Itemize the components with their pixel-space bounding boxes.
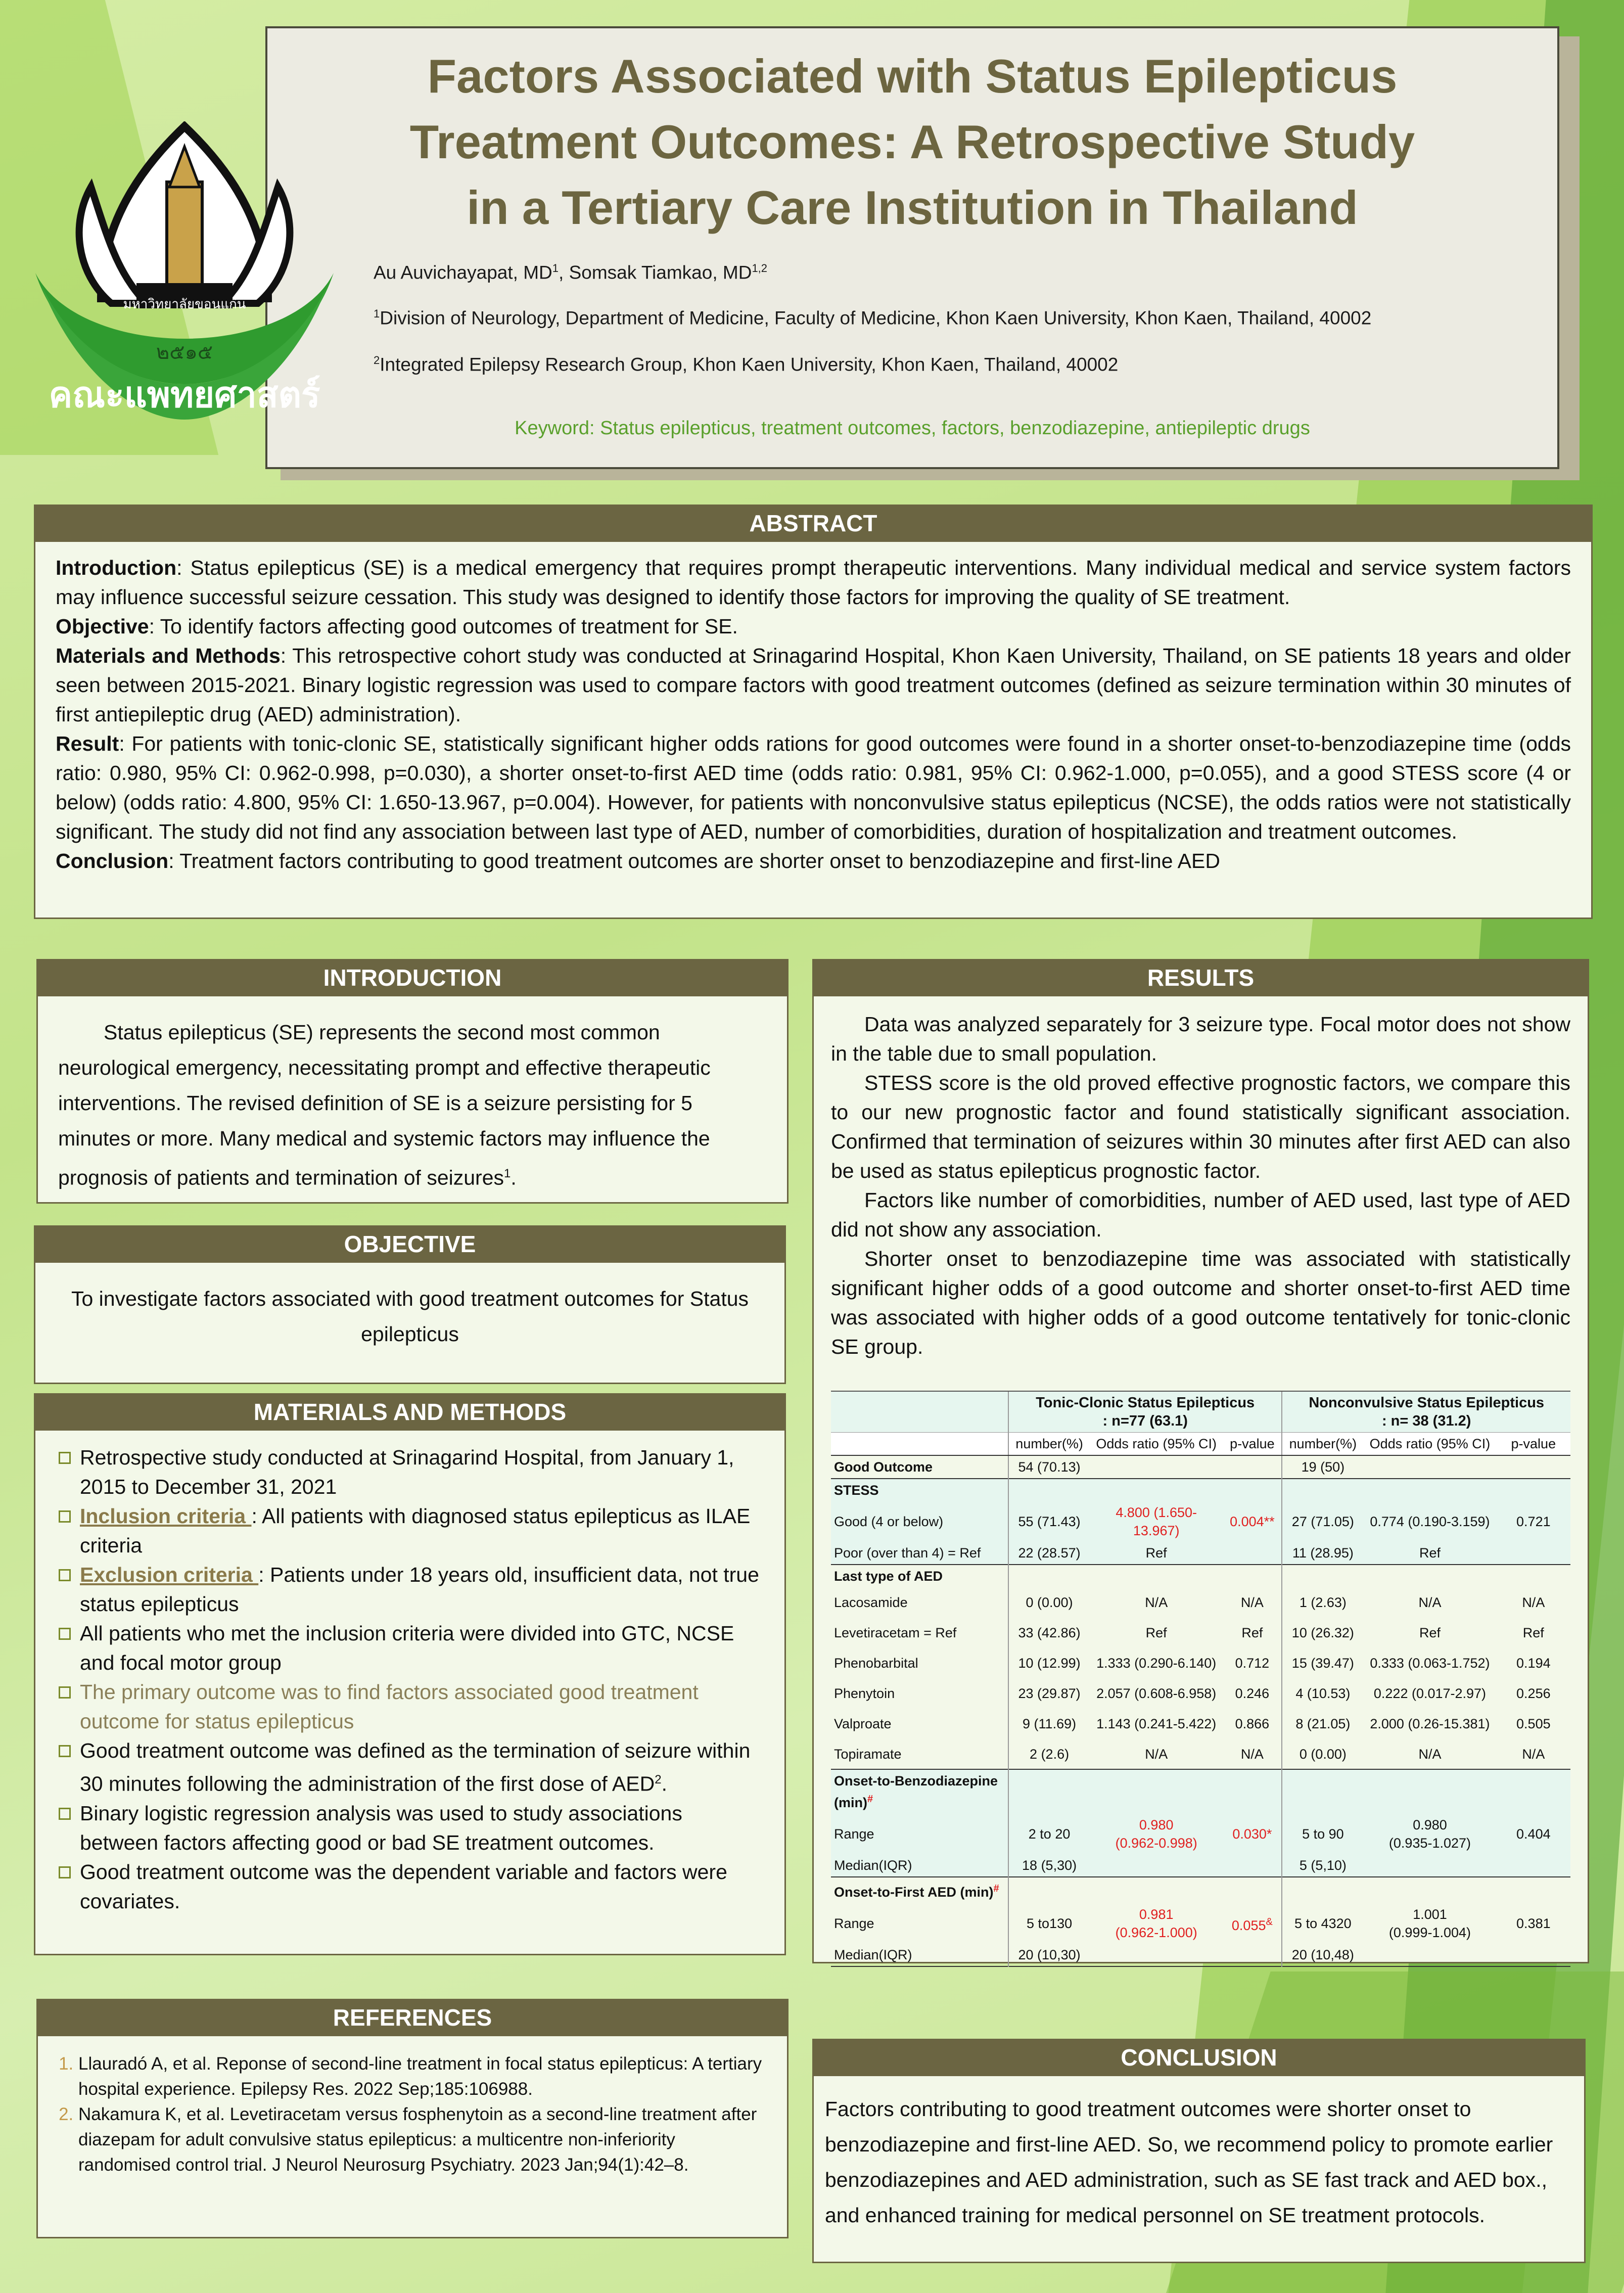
results-section (812, 959, 1589, 1963)
faculty-seal-logo (30, 121, 339, 435)
abstract-section (34, 505, 1593, 919)
keywords: Keyword: Status epilepticus, treatment outcomes, factors, benzodiazepine, antiepileptic drugs (515, 418, 1310, 439)
poster-title: Factors Associated with Status Epilepticus Treatment Outcomes: A Retrospective Study in a Tertiary Care Institution in Thailand (409, 50, 1415, 234)
table-row: Good Outcome 54 (70.13) 19 (50) (831, 1455, 1570, 1479)
table-row: Onset-to-Benzodiazepine (min)# (831, 1769, 1570, 1814)
results-table: Tonic-Clonic Status Epilepticus : n=77 (63.1) Nonconvulsive Status Epilepticus : n= 38 (31.2) number(%) Odds ratio (95% CI) p-value number(%) Odds ratio (95% CI) p-value Good Outcome 54 (70.13) 19 (50) STESS Good (4 or below) 55 (71.43) 4.800 (1.650-13.967) 0.004** 27 (71.05) 0.774 (0.190-3.159) 0.721 Poor (over than 4) = Ref 22 (28.57) Ref 11 (28.95) Ref Last type of AED Lacosamide 0 (0.00) N/A N/A 1 (2.63) N/A N/A Levetiracetam = Ref 33 (42.86) Ref Ref 10 (26.32) Ref Ref Phenobarbital 10 (12.99) 1.333 (0.290-6.140) 0.712 15 (39.47) 0.333 (0.063-1.752) 0.194 Phenytoin 23 (29.87) 2.057 (0.608-6.958) 0.246 4 (10.53) 0.222 (0.017-2.97) 0.256 Valproate 9 (11.69) 1.143 (0.241-5.422) 0.866 8 (21.05) 2.000 (0.26-15.381) 0.505 Topiramate 2 (2.6) N/A N/A 0 (0.00) N/A N/A Onset-to-Benzodiazepine (min)# Range 2 to 20 0.980 (0.962-0.998) 0.030* 5 to 90 0.980 (0.935-1.027) 0.404 Median(IQR) 18 (5,30) 5 (5,10) Onset-to-First AED (min)# Range 5 to130 0.981 (0.962-1.000) 0.055& 5 to 4320 1.001 (0.999-1.004) 0.381 Median(IQR) 20 (10,30) 20 (10,48) (831, 1391, 1570, 1967)
checkbox-bullet-icon (59, 1452, 71, 1464)
list-item: Binary logistic regression analysis was used to study associations between factors affecting good or bad SE treatment outcomes. (56, 1799, 764, 1857)
checkbox-bullet-icon (59, 1510, 71, 1523)
checkbox-bullet-icon (59, 1808, 71, 1820)
svg-text:มหาวิทยาลัยขอนแก่น: มหาวิทยาลัยขอนแก่น (123, 297, 246, 312)
svg-text:๒๕๑๕: ๒๕๑๕ (156, 341, 213, 364)
checkbox-bullet-icon (59, 1686, 71, 1699)
table-row: Phenytoin 23 (29.87) 2.057 (0.608-6.958) 0.246 4 (10.53) 0.222 (0.017-2.97) 0.256 (831, 1678, 1570, 1709)
table-row: Valproate 9 (11.69) 1.143 (0.241-5.422) 0.866 8 (21.05) 2.000 (0.26-15.381) 0.505 (831, 1709, 1570, 1739)
objective-body: To investigate factors associated with good treatment outcomes for Status epilepticus (34, 1263, 786, 1384)
table-row: Levetiracetam = Ref 33 (42.86) Ref Ref 10 (26.32) Ref Ref (831, 1618, 1570, 1648)
affiliation-2: $^2$Integrated Epilepsy Research Group, Khon Kaen University, Khon Kaen, Thailand, 40002 (374, 354, 1119, 375)
checkbox-bullet-icon (59, 1866, 71, 1878)
table-row: Median(IQR) 20 (10,30) 20 (10,48) (831, 1944, 1570, 1966)
table-row: Lacosamide 0 (0.00) N/A N/A 1 (2.63) N/A N/A (831, 1587, 1570, 1618)
list-item: Exclusion criteria : Patients under 18 years old, insufficient data, not true status epilepticus (56, 1560, 764, 1619)
objective-heading: OBJECTIVE (34, 1225, 786, 1263)
introduction-heading: INTRODUCTION (36, 959, 788, 996)
references-section (36, 1999, 788, 2238)
checkbox-bullet-icon (59, 1628, 71, 1640)
affiliation-1: $^1$Division of Neurology, Department of Medicine, Faculty of Medicine, Khon Kaen University, Khon Kaen, Thailand, 40002 (374, 307, 1372, 329)
results-heading: RESULTS (812, 959, 1589, 996)
references-heading: REFERENCES (36, 1999, 788, 2036)
author-list: Au Auvichayapat, $MD^1$, Somsak Tiamkao, MD$^{1,2}$ (374, 262, 768, 283)
svg-text:คณะแพทยศาสตร์: คณะแพทยศาสตร์ (49, 374, 320, 416)
table-header-nonconvulsive: Nonconvulsive Status Epilepticus : n= 38 (31.2) (1282, 1391, 1570, 1433)
checkbox-bullet-icon (59, 1569, 71, 1581)
results-body: Data was analyzed separately for 3 seizure type. Focal motor does not show in the table due to small population. STESS score is the old proved effective prognostic factors, we compare this to our new prognostic factor and found statistically significant association. Confirmed that termination of seizures within 30 minutes after first AED can also be used as status epilepticus prognostic factor. Factors like number of comorbidities, number of AED used, last type of AED did not show any association. Shorter onset to benzodiazepine time was associated with statistically significant higher odds of a good outcome and shorter onset-to-first AED time was associated with higher odds of a good outcome tentatively for tonic-clonic SE group. Tonic-Clonic Status Epilepticus : n=77 (63.1) Nonconvulsive Status Epilepticus : n= 38 (31.2) number(%) Odds ratio (95% CI) p-value number(%) Odds ratio (95% CI) p-value Good Outcome 54 (70.13) 19 (50) STESS Good (4 or below) 55 (71.43) 4.800 (1.650-13.967) 0.004** 27 (71.05) 0.774 (0.190-3.159) 0.721 Poor (over than 4) = Ref 22 (28.57) Ref 11 (28.95) Ref Last type of AED Lacosamide 0 (0.00) N/A N/A 1 (2.63) N/A N/A Levetiracetam = Ref 33 (42.86) Ref Ref 10 (26.32) Ref Ref Phenobarbital 10 (12.99) 1.333 (0.290-6.140) 0.712 15 (39.47) 0.333 (0.063-1.752) 0.194 Phenytoin 23 (29.87) 2.057 (0.608-6.958) 0.246 4 (10.53) 0.222 (0.017-2.97) 0.256 Valproate 9 (11.69) 1.143 (0.241-5.422) 0.866 8 (21.05) 2.000 (0.26-15.381) 0.505 Topiramate 2 (2.6) N/A N/A 0 (0.00) N/A N/A Onset-to-Benzodiazepine (min)# Range 2 to 20 0.980 (0.962-0.998) 0.030* 5 to 90 0.980 (0.935-1.027) 0.404 Median(IQR) 18 (5,30) 5 (5,10) Onset-to-First AED (min)# Range 5 to130 0.981 (0.962-1.000) 0.055& 5 to 4320 1.001 (0.999-1.004) 0.381 Median(IQR) 20 (10,30) 20 (10,48) (812, 996, 1589, 1963)
table-row: Onset-to-First AED (min)# (831, 1877, 1570, 1903)
table-row: Median(IQR) 18 (5,30) 5 (5,10) (831, 1854, 1570, 1877)
list-item: Good treatment outcome was defined as the termination of seizure within 30 minutes following the administration of the first dose of AED$^2$. (56, 1736, 764, 1799)
title-panel (265, 26, 1559, 469)
list-item: The primary outcome was to find factors associated good treatment outcome for status epilepticus (56, 1677, 764, 1736)
list-item: Good treatment outcome was the dependent variable and factors were covariates. (56, 1857, 764, 1916)
table-row: Range 5 to130 0.981 (0.962-1.000) 0.055& 5 to 4320 1.001 (0.999-1.004) 0.381 (831, 1903, 1570, 1944)
abstract-body: Introduction: Status epilepticus (SE) is a medical emergency that requires prompt therapeutic interventions. Many individual medical and service system factors may influence successful seizure cessation. This study was designed to identify those factors for improving the quality of SE treatment. Objective: To identify factors affecting good outcomes of treatment for SE. Materials and Methods: This retrospective cohort study was conducted at Srinagarind Hospital, Khon Kaen University, Thailand, on SE patients 18 years and older seen between 2015-2021. Binary logistic regression was used to compare factors with good treatment outcomes (defined as seizure termination within 30 minutes of first antiepileptic drug (AED) administration). Result: For patients with tonic-clonic SE, statistically significant higher odds rations for good outcomes were found in a shorter onset-to-benzodiazepine time (odds ratio: 0.980, 95% CI: 0.962-0.998, p=0.030), a shorter onset-to-first AED time (odds ratio: 0.981, 95% CI: 0.962-1.000, p=0.055), and a good STESS score (4 or below) (odds ratio: 4.800, 95% CI: 1.650-13.967, p=0.004). However, for patients with nonconvulsive status epilepticus (NCSE), the odds ratios were not statistically significant. The study did not find any association between last type of AED, number of comorbidities, duration of hospitalization and treatment outcomes. Conclusion: Treatment factors contributing to good treatment outcomes are shorter onset to benzodiazepine and first-line AED (34, 542, 1593, 919)
table-row: Phenobarbital 10 (12.99) 1.333 (0.290-6.140) 0.712 15 (39.47) 0.333 (0.063-1.752) 0.194 (831, 1648, 1570, 1678)
reference-item: 2. Nakamura K, et al. Levetiracetam versus fosphenytoin as a second-line treatment after diazepam for adult convulsive status epilepticus: a multicentre non-inferiority randomised control trial. J Neurol Neurosurg Psychiatry. 2023 Jan;94(1):42–8. (78, 2102, 769, 2178)
checkbox-bullet-icon (59, 1745, 71, 1757)
table-row: Topiramate 2 (2.6) N/A N/A 0 (0.00) N/A N/A (831, 1739, 1570, 1769)
table-row: Poor (over than 4) = Ref 22 (28.57) Ref 11 (28.95) Ref (831, 1542, 1570, 1565)
objective-section (34, 1225, 786, 1384)
table-row: Good (4 or below) 55 (71.43) 4.800 (1.650-13.967) 0.004** 27 (71.05) 0.774 (0.190-3.159) 0.721 (831, 1501, 1570, 1542)
table-row: Range 2 to 20 0.980 (0.962-0.998) 0.030* 5 to 90 0.980 (0.935-1.027) 0.404 (831, 1814, 1570, 1854)
abstract-heading: ABSTRACT (34, 505, 1593, 542)
table-row: Last type of AED (831, 1565, 1570, 1587)
conclusion-body: Factors contributing to good treatment outcomes were shorter onset to benzodiazepine and first-line AED. So, we recommend policy to promote earlier benzodiazepines and AED administration, such as SE fast track and AED box., and enhanced training for medical personnel on SE treatment protocols. (812, 2076, 1586, 2263)
methods-heading: MATERIALS AND METHODS (34, 1393, 786, 1431)
conclusion-section (812, 2039, 1586, 2263)
methods-body (34, 1431, 786, 1955)
introduction-body: Status epilepticus (SE) represents the second most common neurological emergency, necessitating prompt and effective therapeutic interventions. The revised definition of SE is a seizure persisting for 5 minutes or more. Many medical and systemic factors may influence the prognosis of patients and termination of seizures$^1$. (36, 996, 788, 1204)
conclusion-heading: CONCLUSION (812, 2039, 1586, 2076)
list-item: Inclusion criteria : All patients with diagnosed status epilepticus as ILAE criteria (56, 1501, 764, 1560)
list-item: All patients who met the inclusion criteria were divided into GTC, NCSE and focal motor group (56, 1619, 764, 1677)
methods-section (34, 1393, 786, 1955)
introduction-section (36, 959, 788, 1204)
table-row: STESS (831, 1479, 1570, 1501)
references-body (36, 2036, 788, 2238)
reference-item: 1. Llauradó A, et al. Reponse of second-line treatment in focal status epilepticus: A tertiary hospital experience. Epilepsy Res. 2022 Sep;185:106988. (78, 2051, 769, 2102)
table-header-tonic-clonic: Tonic-Clonic Status Epilepticus : n=77 (63.1) (1008, 1391, 1282, 1433)
list-item: Retrospective study conducted at Srinagarind Hospital, from January 1, 2015 to December 31, 2021 (56, 1443, 764, 1501)
